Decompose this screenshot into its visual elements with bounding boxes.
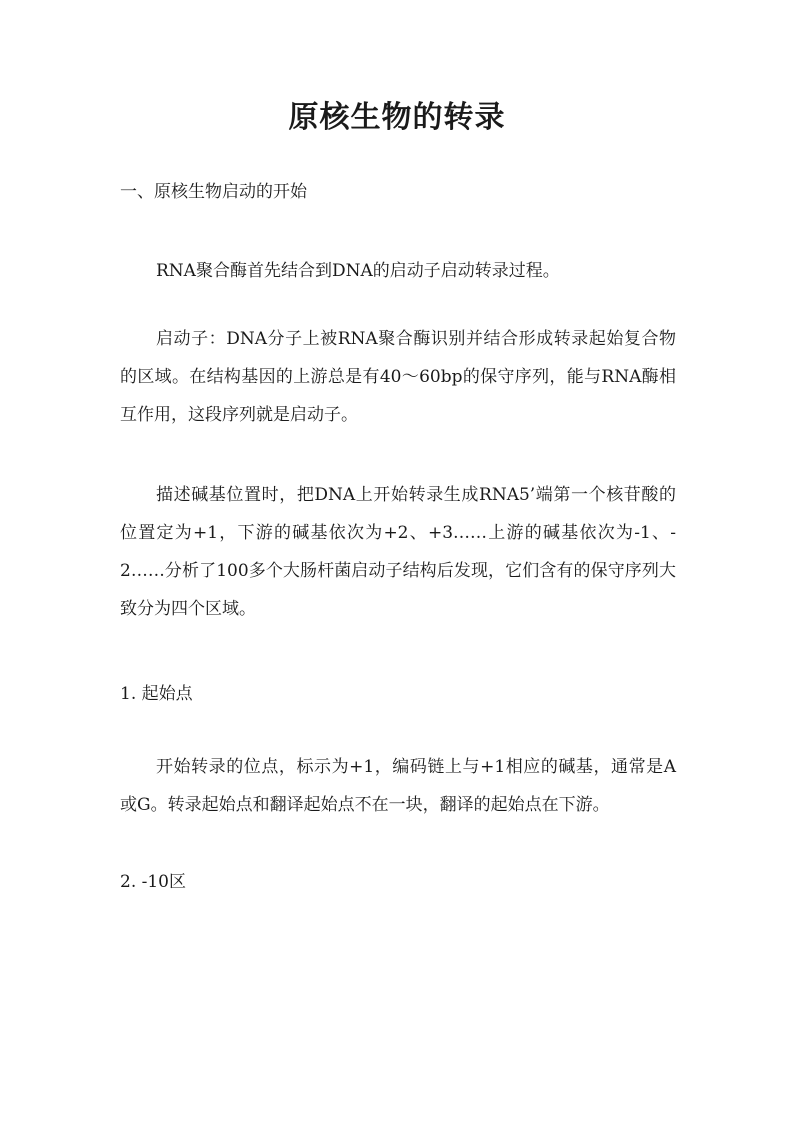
subheading-start-site: 1. 起始点: [120, 684, 193, 704]
paragraph-rna-polymerase: RNA聚合酶首先结合到DNA的启动子启动转录过程。: [156, 261, 560, 281]
section-heading-1: 一、原核生物启动的开始: [120, 182, 307, 202]
paragraph-start-site: 开始转录的位点，标示为+1，编码链上与+1相应的碱基，通常是A或G。转录起始点和翻译起始点不在一块，翻译的起始点在下游。: [120, 757, 676, 815]
paragraph-promoter-definition: 启动子：DNA分子上被RNA聚合酶识别并结合形成转录起始复合物的区域。在结构基因的上游总是有40～60bp的保守序列，能与RNA酶相互作用，这段序列就是启动子。: [120, 329, 676, 425]
document-title: 原核生物的转录: [288, 100, 506, 135]
subheading-minus10-region: 2. -10区: [120, 872, 186, 892]
paragraph-base-position: 描述碱基位置时，把DNA上开始转录生成RNA5’端第一个核苷酸的位置定为+1，下游的碱基依次为+2、+3……上游的碱基依次为-1、-2……分析了100多个大肠杆菌启动子结构后发现，它们含有的保守序列大致分为四个区域。: [120, 485, 676, 619]
